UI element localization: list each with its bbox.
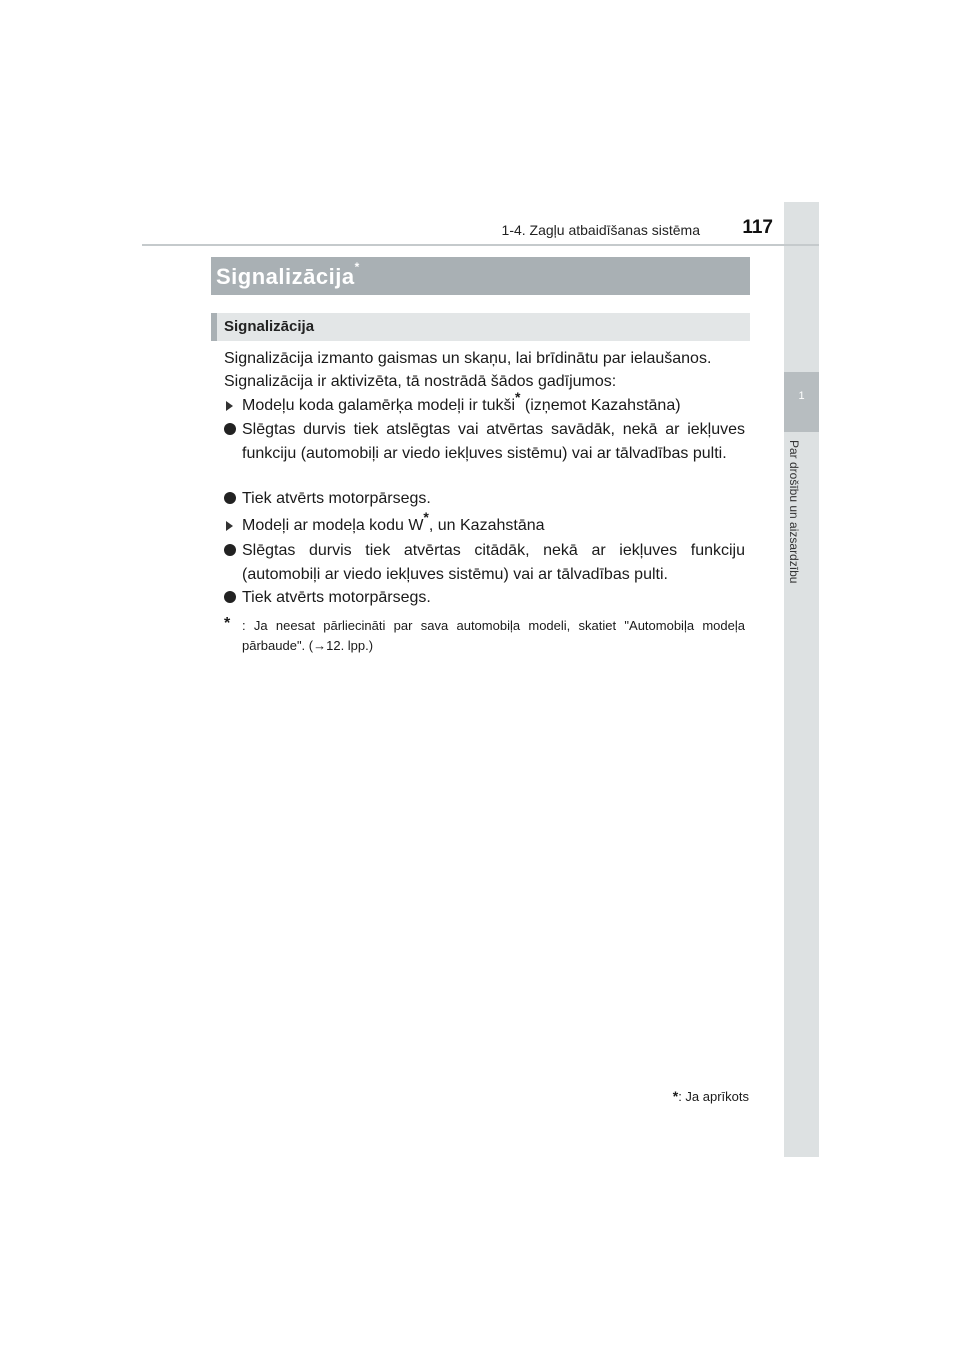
page-number: 117 [742,217,773,238]
footnote [560,1088,749,1104]
title-star: * [354,260,360,274]
subsection-accent [211,313,217,341]
intro-line: Signalizācija izmanto gaismas un skaņu, lai brīdinātu par ielaušanos. [224,350,712,367]
list-item-text: Slēgtas durvis tiek atslēgtas vai atvērtas savādāk, nekā ar iekļuves funkciju (automobiļi ar viedo iekļuves sistēmu) vai ar tālvadības pulti. [242,421,745,462]
arrow-icon [224,514,242,538]
list-item-text: Tiek atvērts motorpārsegs. [242,490,431,507]
group-heading-text: Modeļi ar modeļa kodu W [242,517,424,534]
intro-paragraph [224,347,745,393]
bullet-icon [224,586,242,610]
group-heading-text: Modeļu koda galamērķa modeļi ir tukši [242,397,516,414]
chapter-title: Par drošību un aizsardzību [787,440,801,584]
page-title-text: Signalizācija [216,264,355,289]
group-heading [224,508,745,538]
bullet-icon [224,539,242,563]
chapter-tab [784,372,819,432]
chapter-number: 1 [798,390,805,402]
header-rule [142,244,819,246]
footnote-text: : Ja aprīkots [678,1089,749,1104]
list-item [224,418,745,466]
group-heading-text: , un Kazahstāna [428,517,545,534]
list-item [224,539,745,587]
footnote-asterisk: * [672,1088,679,1104]
side-band [784,202,819,1157]
intro-line: Signalizācija ir aktivizēta, tā nostrādā šādos gadījumos: [224,373,617,390]
note-text: : Ja neesat pārliecināti par sava automobiļa modeli, skatiet "Automobiļa modeļa pārbaude". (→12. lpp.) [242,618,745,653]
list-item [224,586,745,610]
bullet-icon [224,418,242,442]
page-title [216,260,360,290]
list-item-text: Slēgtas durvis tiek atvērtas citādāk, nekā ar iekļuves funkciju (automobiļi ar viedo iekļuves sistēmu) vai ar tālvadības pulti. [242,542,745,583]
group-heading-text: (izņemot Kazahstāna) [520,397,681,414]
header-section-title: 1-4. Zagļu atbaidīšanas sistēma [501,222,700,238]
bullet-icon [224,487,242,511]
arrow-icon [224,394,242,418]
asterisk: * [423,508,429,525]
list-item [224,487,745,511]
group-heading [224,388,745,418]
model-note [224,616,745,656]
subsection-title: Signalizācija [224,318,315,335]
asterisk: * [515,388,521,405]
note-asterisk: * [224,615,231,632]
list-item-text: Tiek atvērts motorpārsegs. [242,589,431,606]
